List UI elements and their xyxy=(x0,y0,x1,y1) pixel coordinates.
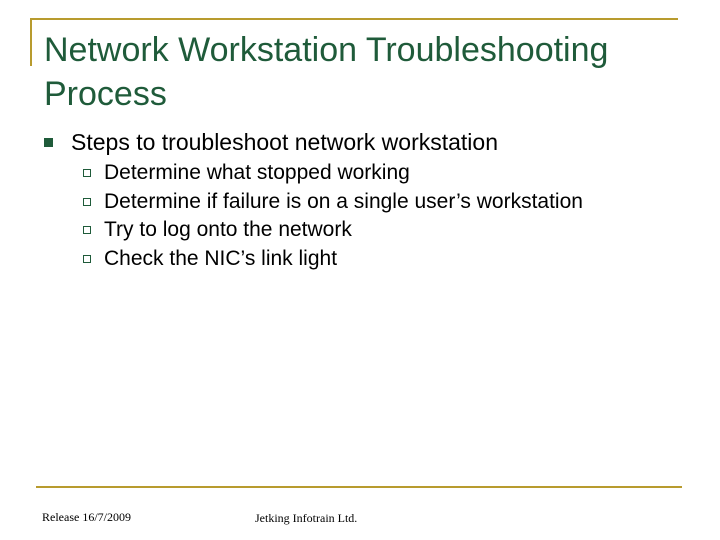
sub-bullet-text: Check the NIC’s link light xyxy=(104,246,338,270)
list-item xyxy=(83,159,583,188)
left-rule xyxy=(30,18,32,66)
list-item xyxy=(83,245,583,274)
sub-bullet-text: Try to log onto the network xyxy=(104,218,352,242)
footer-company: Jetking Infotrain Ltd. xyxy=(255,511,358,525)
sub-bullet-text: Determine if failure is on a single user’s workstation xyxy=(104,189,583,213)
bottom-rule xyxy=(36,486,682,488)
footer-release: Release 16/7/2009 xyxy=(42,510,131,524)
slide-title: Network Workstation Troubleshooting Process xyxy=(44,31,609,113)
list-item xyxy=(83,216,583,245)
sub-bullet-text: Determine what stopped working xyxy=(104,161,410,185)
main-bullet xyxy=(44,128,498,156)
hollow-square-bullet-icon xyxy=(83,255,91,263)
hollow-square-bullet-icon xyxy=(83,198,91,206)
sub-bullet-list xyxy=(83,159,583,273)
hollow-square-bullet-icon xyxy=(83,226,91,234)
list-item xyxy=(83,188,583,217)
hollow-square-bullet-icon xyxy=(83,169,91,177)
filled-square-bullet-icon xyxy=(44,138,53,147)
main-bullet-text: Steps to troubleshoot network workstation xyxy=(71,129,499,155)
top-rule xyxy=(30,18,678,20)
